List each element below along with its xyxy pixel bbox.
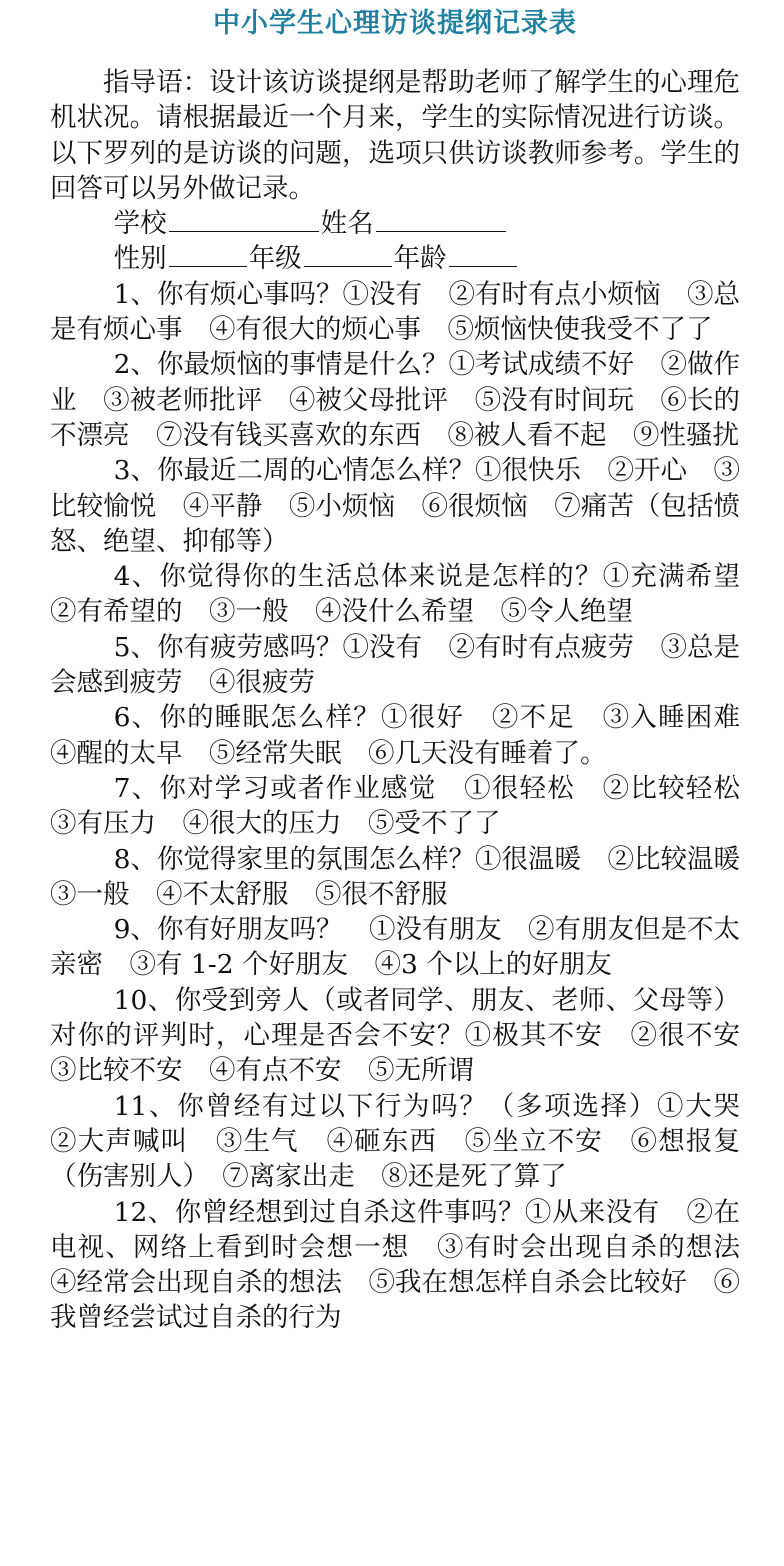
question-12: 12、你曾经想到过自杀这件事吗？①从来没有 ②在电视、网络上看到时会想一想 ③有时会出现自杀的想法 ④经常会出现自杀的想法 ⑤我在想怎样自杀会比较好 ⑥我曾经尝试过自杀的行为 bbox=[50, 1196, 767, 1334]
question-5: 5、你有疲劳感吗？①没有 ②有时有点疲劳 ③总是会感到疲劳 ④很疲劳 bbox=[50, 631, 740, 699]
question-10: 10、你受到旁人（或者同学、朋友、老师、父母等）对你的评判时，心理是否会不安？①极其不安 ②很不安 ③比较不安 ④有点不安 ⑤无所谓 bbox=[50, 984, 767, 1087]
question-7: 7、你对学习或者作业感觉 ①很轻松 ②比较轻松 ③有压力 ④很大的压力 ⑤受不了了 bbox=[50, 772, 767, 840]
name-blank bbox=[376, 207, 506, 232]
question-6: 6、你的睡眠怎么样？①很好 ②不足 ③入睡困难 ④醒的太早 ⑤经常失眠 ⑥几天没有睡着了。 bbox=[50, 702, 767, 769]
question-1: 1、你有烦心事吗？①没有 ②有时有点小烦恼 ③总是有烦心事 ④有很大的烦心事 ⑤烦恼快使我受不了了 bbox=[50, 278, 740, 346]
intro-paragraph: 指导语：设计该访谈提纲是帮助老师了解学生的心理危机状况。请根据最近一个月来，学生的实际情况进行访谈。以下罗列的是访谈的问题，选项只供访谈教师参考。学生的回答可以另外做记录。 bbox=[50, 67, 740, 204]
question-11: 11、你曾经有过以下行为吗？（多项选择）①大哭 ②大声喊叫 ③生气 ④砸东西 ⑤坐立不安 ⑥想报复（伤害别人） ⑦离家出走 ⑧还是死了算了 bbox=[50, 1090, 767, 1193]
field-row-gender-grade-age bbox=[50, 241, 740, 276]
grade-label: 年级 bbox=[248, 243, 302, 275]
grade-blank bbox=[304, 242, 392, 267]
question-3: 3、你最近二周的心情怎么样？①很快乐 ②开心 ③比较愉悦 ④平静 ⑤小烦恼 ⑥很烦恼 ⑦痛苦（包括愤怒、绝望、抑郁等） bbox=[50, 455, 740, 557]
age-blank bbox=[449, 242, 517, 267]
name-label: 姓名 bbox=[320, 208, 374, 240]
question-4: 4、你觉得你的生活总体来说是怎样的？①充满希望 ②有希望的 ③一般 ④没什么希望 ⑤令人绝望 bbox=[50, 561, 767, 628]
gender-blank bbox=[169, 242, 247, 267]
question-8: 8、你觉得家里的氛围怎么样？①很温暖 ②比较温暖 ③一般 ④不太舒服 ⑤很不舒服 bbox=[50, 843, 767, 910]
school-blank bbox=[169, 207, 319, 232]
page-title: 中小学生心理访谈提纲记录表 bbox=[213, 8, 577, 39]
field-row-school-name bbox=[50, 206, 740, 241]
age-label: 年龄 bbox=[393, 243, 447, 275]
gender-label: 性别 bbox=[113, 243, 167, 275]
question-2: 2、你最烦恼的事情是什么？①考试成绩不好 ②做作业 ③被老师批评 ④被父母批评 ⑤没有时间玩 ⑥长的不漂亮 ⑦没有钱买喜欢的东西 ⑧被人看不起 ⑨性骚扰 bbox=[50, 349, 740, 451]
question-9: 9、你有好朋友吗？ ①没有朋友 ②有朋友但是不太亲密 ③有 1-2 个好朋友 ④3 个以上的好朋友 bbox=[50, 914, 740, 981]
school-label: 学校 bbox=[113, 208, 167, 240]
